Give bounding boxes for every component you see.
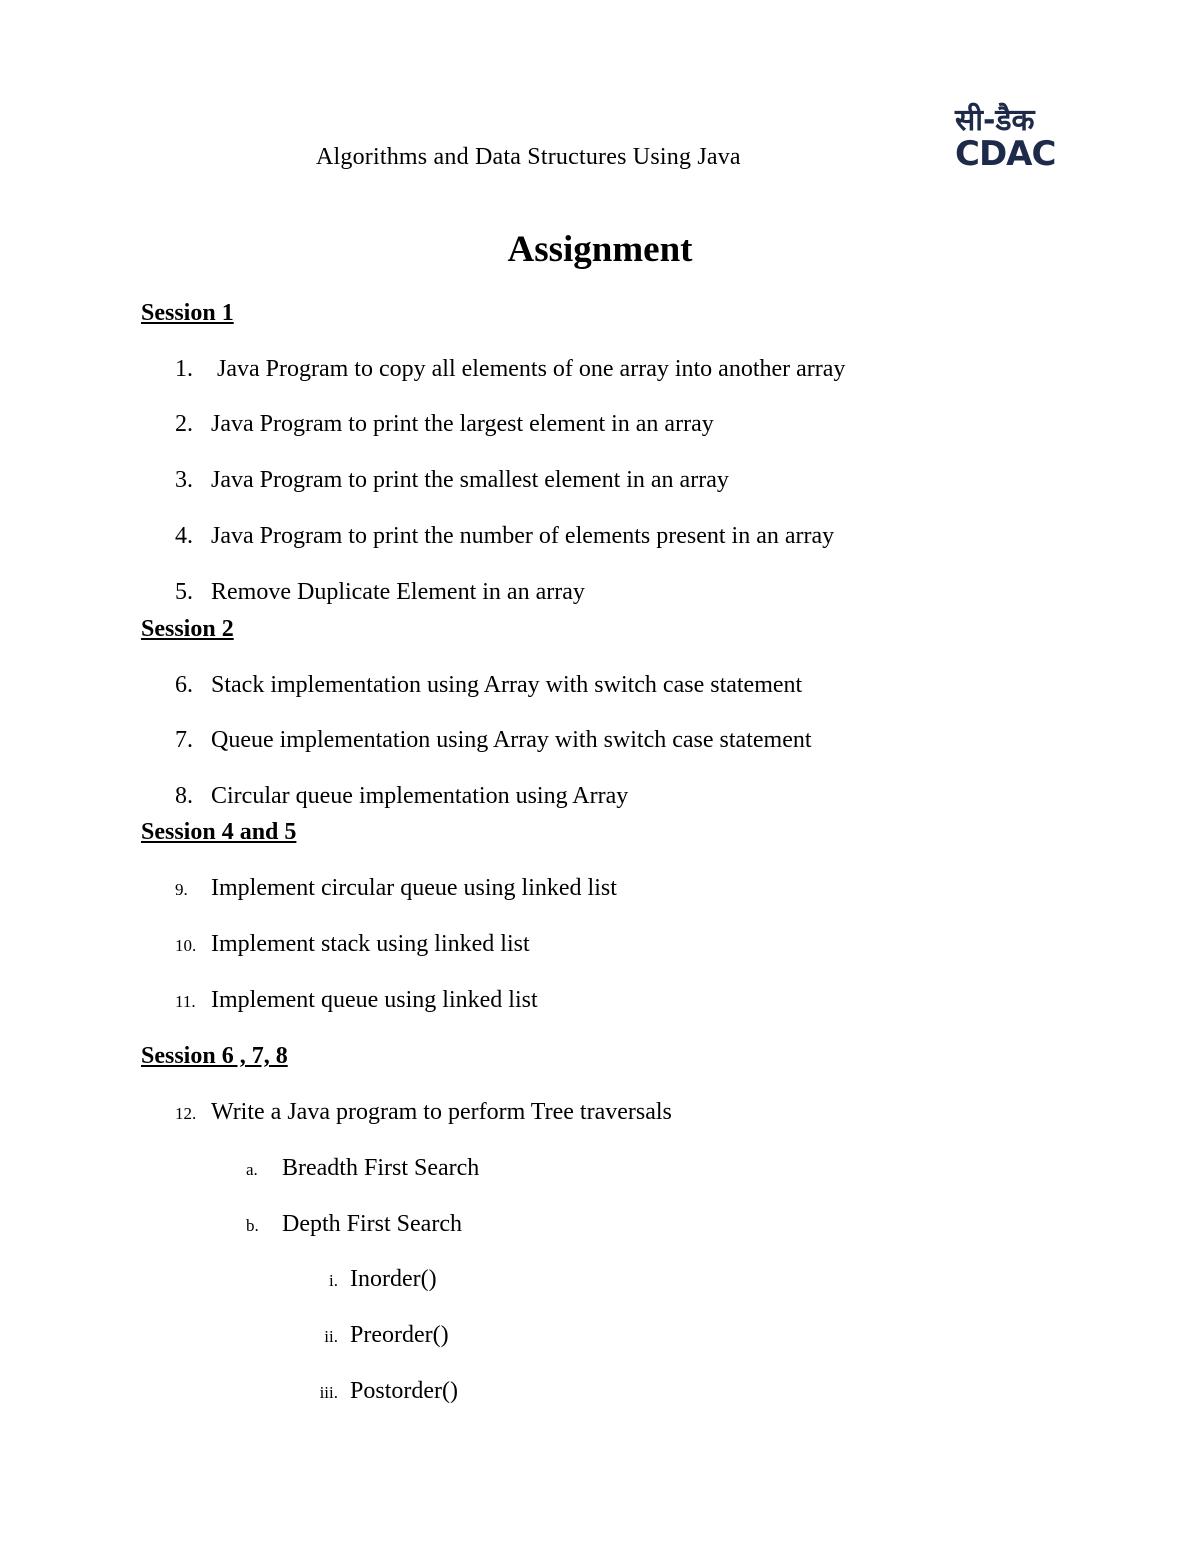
sub-item-label: b.	[246, 1216, 259, 1235]
item-text: Implement circular queue using linked list	[211, 875, 617, 901]
item-number: 9.	[175, 880, 188, 899]
item-number: 4.	[175, 523, 193, 549]
session-heading: Session 2	[141, 616, 234, 642]
item-text: Circular queue implementation using Array	[211, 783, 629, 809]
sub-list-item	[246, 1155, 479, 1182]
item-number: 12.	[175, 1104, 197, 1123]
item-text: Java Program to print the smallest element in an array	[211, 467, 729, 493]
list-item	[175, 411, 714, 438]
item-text: Implement queue using linked list	[211, 987, 538, 1013]
sub-list-item	[246, 1211, 462, 1238]
list-item	[175, 579, 585, 606]
sub-item-text: Breadth First Search	[282, 1155, 480, 1181]
session-heading: Session 1	[141, 300, 234, 326]
list-item	[175, 523, 834, 550]
list-item	[175, 987, 538, 1014]
roman-label: i.	[329, 1271, 338, 1290]
sub-sub-list-item	[300, 1266, 437, 1293]
list-item	[175, 672, 802, 699]
sub-sub-list-item	[300, 1322, 449, 1349]
list-item	[175, 1099, 672, 1126]
session-heading: Session 4 and 5	[141, 819, 297, 845]
sub-sub-item-text: Preorder()	[350, 1322, 449, 1348]
sub-sub-item-text: Postorder()	[350, 1378, 458, 1404]
item-number: 11.	[175, 992, 196, 1011]
item-text: Implement stack using linked list	[211, 931, 530, 957]
item-number: 10.	[175, 936, 197, 955]
list-item	[175, 356, 845, 383]
item-number: 2.	[175, 411, 193, 437]
roman-label: iii.	[319, 1383, 338, 1402]
sub-sub-item-text: Inorder()	[350, 1266, 437, 1292]
item-number: 1.	[175, 356, 193, 382]
item-text: Remove Duplicate Element in an array	[211, 579, 585, 605]
roman-label: ii.	[324, 1327, 338, 1346]
list-item	[175, 783, 628, 810]
item-text: Queue implementation using Array with switch case statement	[211, 727, 812, 753]
item-number: 5.	[175, 579, 193, 605]
item-text: Java Program to print the number of elements present in an array	[211, 523, 835, 549]
list-item	[175, 727, 812, 754]
list-item	[175, 875, 617, 902]
logo-devanagari-text: सी-डैक	[955, 103, 1035, 138]
item-number: 8.	[175, 783, 193, 809]
logo-latin-text: CDAC	[955, 134, 1056, 174]
item-text: Write a Java program to perform Tree traversals	[211, 1099, 672, 1125]
item-number: 7.	[175, 727, 193, 753]
list-item	[175, 467, 729, 494]
item-number: 6.	[175, 672, 193, 698]
session-heading: Session 6 , 7, 8	[141, 1043, 288, 1069]
item-text: Java Program to print the largest element in an array	[211, 411, 714, 437]
sub-sub-list-item	[300, 1378, 458, 1405]
sub-item-label: a.	[246, 1160, 258, 1179]
list-item	[175, 931, 530, 958]
item-text: Java Program to copy all elements of one array into another array	[211, 356, 846, 382]
course-title: Algorithms and Data Structures Using Java	[316, 144, 741, 170]
page-title: Assignment	[507, 229, 693, 270]
cdac-logo	[955, 98, 1055, 173]
item-text: Stack implementation using Array with switch case statement	[211, 672, 803, 698]
sub-item-text: Depth First Search	[282, 1211, 462, 1237]
item-number: 3.	[175, 467, 193, 493]
